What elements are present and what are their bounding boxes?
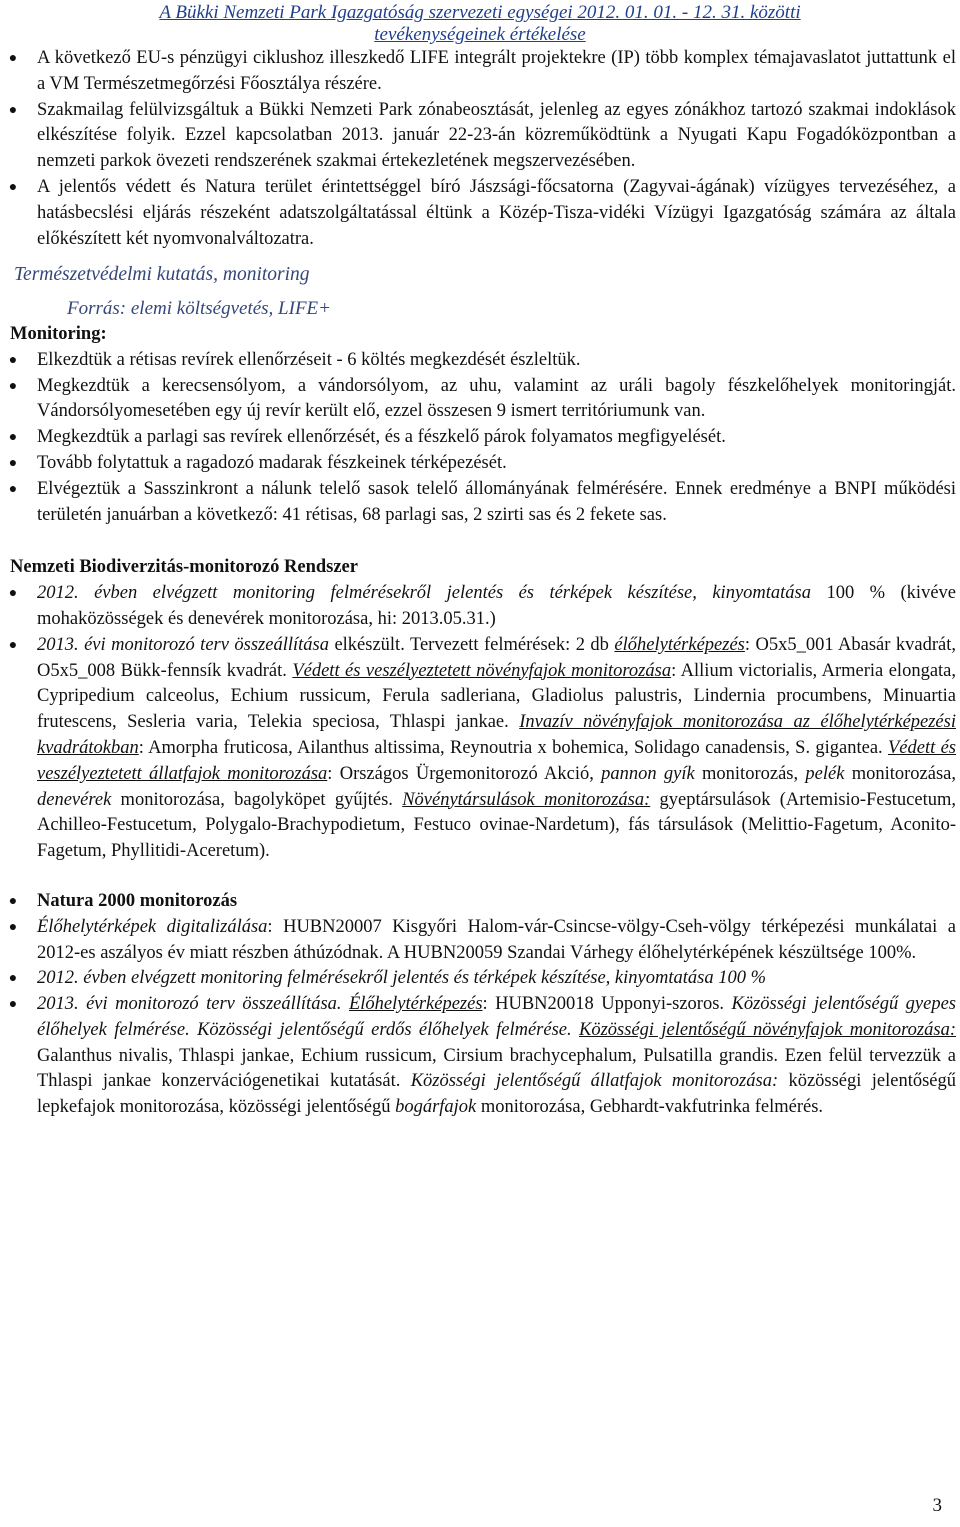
list-item: ● Megkezdtük a parlagi sas revírek ellenőrzését, és a fészkelő párok folyamatos megfigyelését.: [0, 425, 960, 451]
bullet-dot-icon: ●: [8, 51, 18, 66]
list-item: ● A jelentős védett és Natura terület érintettséggel bíró Jászsági-főcsatorna (Zagyvai-ágának) vízügyes tervezéséhez, a hatásbecslési eljárás részeként adatszolgáltatással éltünk a Közép-Tisza-vidéki Vízügyi Igazgatóság számára az általa előkészített két nyomvonalváltozatra.: [0, 175, 960, 252]
monitoring-list: [0, 348, 960, 529]
list-item: ● A következő EU-s pénzügyi ciklushoz illeszkedő LIFE integrált projektekre (IP) több komplex témajavaslatot juttattunk el a VM Természetmegőrzési Főosztálya részére.: [0, 46, 960, 98]
header-line-2: tevékenységeinek értékelése: [374, 24, 586, 45]
list-item: ● 2012. évben elvégzett monitoring felmérésekről jelentés és térképek készítése, kinyomtatása 100 %: [0, 966, 960, 992]
bullet-dot-icon: ●: [8, 971, 18, 987]
list-item: ● 2013. évi monitorozó terv összeállítása. Élőhelytérképezés: HUBN20018 Upponyi-szoros. Közösségi jelentőségű gyepes élőhelyek felmérése. Közösségi jelentőségű erdős élőhelyek felmérése. Közösségi jelentőségű növényfajok monitorozása: Galanthus nivalis, Thlaspi jankae, Echium russicum, Cirsium brachycephalum, Pulsatilla grandis. Ezen felül tervezzük a Thlaspi jankae konzervációgenetikai kutatását. Közösségi jelentőségű állatfajok monitorozása: közösségi jelentőségű lepkefajok monitorozása, közösségi jelentőségű bogárfajok monitorozása, Gebhardt-vakfutrinka felmérés.: [0, 992, 960, 1121]
list-item: ● Élőhelytérképek digitalizálása: HUBN20007 Kisgyőri Halom-vár-Csincse-völgy-Cseh-völgy térképezési munkálatai a 2012-es aszályos év miatt részben áthúzódnak. A HUBN20059 Szandai Várhegy élőhelytérképének készültsége 100%.: [0, 915, 960, 967]
bullet-dot-icon: ●: [8, 637, 18, 653]
list-item: [0, 889, 960, 915]
list-item: ● Tovább folytattuk a ragadozó madarak fészkeinek térképezését.: [0, 451, 960, 477]
header-line-1: A Bükki Nemzeti Park Igazgatóság szervezeti egységei 2012. 01. 01. - 12. 31. közötti: [159, 2, 801, 23]
intro-list: [0, 46, 960, 252]
list-item: ● Elkezdtük a rétisas revírek ellenőrzéseit - 6 költés megkezdését észleltük.: [0, 348, 960, 374]
bullet-dot-icon: ●: [8, 455, 18, 471]
bullet-dot-icon: ●: [8, 481, 18, 497]
list-item: ● Elvégeztük a Sasszinkront a nálunk telelő sasok telelő állományának felmérésére. Ennek eredménye a BNPI működési területén januárban a következő: 41 rétisas, 68 parlagi sas, 2 szirti sas és 2 fekete sas.: [0, 477, 960, 529]
bullet-dot-icon: ●: [8, 378, 18, 394]
natura-title: Natura 2000 monitorozás: [37, 890, 238, 911]
bullet-dot-icon: ●: [8, 586, 18, 602]
bullet-dot-icon: ●: [8, 430, 18, 446]
bullet-dot-icon: ●: [8, 893, 18, 909]
list-item: ● Megkezdtük a kerecsensólyom, a vándorsólyom, az uhu, valamint az uráli bagoly fészkelőhelyek monitoringját. Vándorsólyomesetében egy új revír került elő, ezzel összesen 9 ismert territóriumunk van.: [0, 374, 960, 426]
section-source: Forrás: elemi költségvetés, LIFE+: [67, 298, 331, 320]
monitoring-label: Monitoring:: [10, 323, 107, 344]
bullet-dot-icon: ●: [8, 102, 18, 118]
bullet-dot-icon: ●: [8, 352, 18, 368]
section-title: Természetvédelmi kutatás, monitoring: [14, 264, 310, 286]
nbmr-title: Nemzeti Biodiverzitás-monitorozó Rendszer: [10, 557, 358, 578]
bullet-dot-icon: ●: [8, 179, 18, 195]
natura-list: [0, 889, 960, 1121]
bullet-dot-icon: ●: [8, 919, 18, 935]
bullet-dot-icon: ●: [8, 997, 18, 1013]
page-number: 3: [932, 1495, 942, 1517]
nbmr-list: [0, 581, 960, 865]
list-item: ● 2013. évi monitorozó terv összeállítása elkészült. Tervezett felmérések: 2 db élőhelytérképezés: O5x5_001 Abasár kvadrát, O5x5_008 Bükk-fennsík kvadrát. Védett és veszélyeztetett növényfajok monitorozása: Allium victorialis, Armeria elongata, Cypripedium calceolus, Echium russicum, Ferula sadleriana, Gladiolus palustris, Lindernia procumbens, Minuartia frutescens, Sesleria varia, Telekia speciosa, Thlaspi jankae. Invazív növényfajok monitorozása az élőhelytérképezési kvadrátokban: Amorpha fruticosa, Ailanthus altissima, Reynoutria x bohemica, Solidago canadensis, S. gigantea. Védett és veszélyeztetett állatfajok monitorozása: Országos Ürgemonitorozó Akció, pannon gyík monitorozás, pelék monitorozása, denevérek monitorozása, bagolyköpet gyűjtés. Növénytársulások monitorozása: gyeptársulások (Artemisio-Festucetum, Achilleo-Festucetum, Polygalo-Brachypodietum, Festuco ovinae-Nardetum), fás társulások (Melittio-Fagetum, Aconito-Fagetum, Phyllitidi-Aceretum).: [0, 633, 960, 865]
list-item: ● Szakmailag felülvizsgáltuk a Bükki Nemzeti Park zónabeosztását, jelenleg az egyes zónákhoz tartozó szakmai indoklások elkészítése folyik. Ezzel kapcsolatban 2013. január 22-23-án közreműködtünk a Nyugati Kapu Fogadóközpontban a nemzeti parkok övezeti rendszerének szakmai értekezletének megszervezésében.: [0, 98, 960, 175]
list-item: ● 2012. évben elvégzett monitoring felmérésekről jelentés és térképek készítése, kinyomtatása 100 % (kivéve mohaközösségek és denevérek monitorozása, hi: 2013.05.31.): [0, 581, 960, 633]
page-header: [10, 0, 950, 46]
